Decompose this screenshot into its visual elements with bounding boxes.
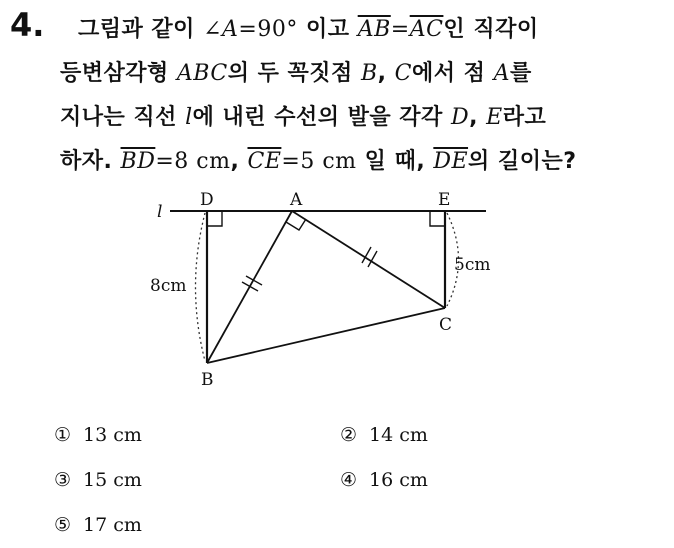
label-a: A (290, 190, 303, 210)
segment-AB: $\overline{AB}$ (357, 17, 391, 42)
text-segment: 그림과 같이 (78, 17, 204, 42)
segment-ac (292, 211, 445, 308)
text-segment: , (230, 149, 248, 174)
label-b: B (201, 370, 214, 390)
label-ce-length: 5cm (454, 255, 491, 275)
math-E: E (486, 105, 503, 130)
label-d: D (200, 190, 214, 210)
segment-BD: $\overline{BD}$ (120, 149, 156, 174)
label-c: C (439, 315, 453, 335)
math-eq-90: =90° (238, 17, 298, 42)
math-A: A (493, 61, 510, 86)
text-segment: 의 두 꼭짓점 (227, 61, 361, 86)
label-e: E (438, 190, 451, 210)
label-bd-length: 8cm (150, 276, 187, 296)
text-segment: 하자. (60, 149, 121, 174)
choice-text: 14 cm (369, 424, 428, 446)
text-segment: 라고 (502, 105, 547, 130)
choice-mark: ① (54, 424, 72, 446)
choice-text: 15 cm (83, 469, 142, 491)
text-segment: 지나는 직선 (60, 105, 186, 130)
length-arc-bd (196, 213, 206, 361)
text-segment: 를 (509, 61, 532, 86)
label-l: l (157, 202, 163, 222)
angle-symbol: ∠ (203, 17, 223, 42)
text-segment: 에 내린 수선의 발을 각각 (192, 105, 451, 130)
equals: = (390, 17, 410, 42)
text-segment: 이고 (297, 17, 358, 42)
tick-mark-ab-1 (242, 282, 258, 291)
question-number: 4. (10, 6, 45, 44)
ce-value: =5 cm (281, 149, 357, 174)
choice-text: 13 cm (83, 424, 142, 446)
choice-4[interactable] (340, 469, 428, 491)
choice-mark: ③ (54, 469, 72, 491)
text-segment: , (377, 61, 395, 86)
choice-5[interactable] (54, 514, 142, 536)
right-angle-mark-d (207, 211, 222, 226)
choice-text: 16 cm (369, 469, 428, 491)
math-D: D (450, 105, 470, 130)
math-B: B (360, 61, 378, 86)
right-angle-mark-e (430, 211, 445, 226)
math-C: C (394, 61, 413, 86)
text-segment: 인 직각이 (443, 17, 539, 42)
segment-CE: $\overline{CE}$ (247, 149, 282, 174)
text-segment: 에서 점 (412, 61, 494, 86)
choice-2[interactable] (340, 424, 428, 446)
choice-mark: ⑤ (54, 514, 72, 536)
math-A: A (222, 17, 239, 42)
choice-text: 17 cm (83, 514, 142, 536)
choice-1[interactable] (54, 424, 142, 446)
segment-DE: $\overline{DE}$ (433, 149, 469, 174)
triangle-ABC: ABC (176, 61, 228, 86)
choice-3[interactable] (54, 469, 142, 491)
choice-mark: ② (340, 424, 358, 446)
math-l: l (185, 105, 193, 130)
right-angle-mark-a (286, 219, 306, 230)
choice-mark: ④ (340, 469, 358, 491)
text-segment: 일 때, (356, 149, 434, 174)
text-segment: , (469, 105, 487, 130)
segment-bc (207, 308, 445, 363)
text-segment: 등변삼각형 (60, 61, 177, 86)
text-segment: 의 길이는? (468, 149, 577, 174)
segment-AC: $\overline{AC}$ (409, 17, 444, 42)
bd-value: =8 cm (155, 149, 231, 174)
